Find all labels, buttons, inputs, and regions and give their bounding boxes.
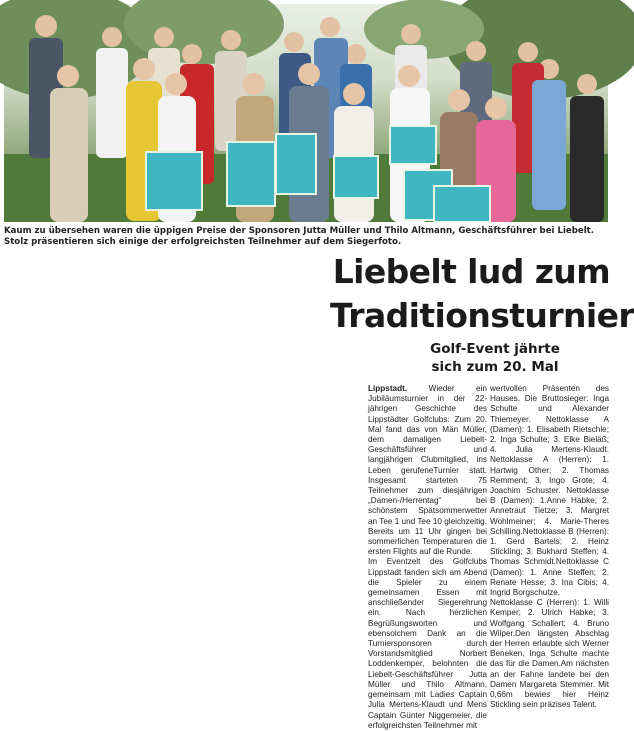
headline-line-1: Liebelt lud zum	[332, 252, 610, 291]
subheadline-line-1: Golf-Event jährte	[430, 341, 560, 357]
article-paragraph: Im Eventzelt des Golfclubs Lippstadt fanden sich am Abend die Spieler zu einem gemeinsamen Essen mit anschließender Siegerehrung ein. Nach herzlichen Begrüßungsworten und ebensolchem Dank an die Turniersponsoren durch Vorstandsmitglied Norbert Loddenkemper, belohnten die Liebelt-Geschäftsführer Jutta Müller und Thilo Altmann, gemeinsam mit Ladies Captain Julia Mertens-Klaudt und Mens Captain Günter Niggemeier, die erfolgreichsten Teilnehmer mit	[368, 557, 487, 730]
subheadline	[380, 340, 610, 376]
photo-caption: Kaum zu übersehen waren die üppigen Preise der Sponsoren Jutta Müller und Thilo Altmann, Geschäftsführer bei Liebelt. Stolz präsentieren sich einige der erfolgreichsten Teilnehmer auf dem Siegerfoto.	[4, 226, 595, 247]
group-photo-illustration	[4, 4, 608, 222]
headline-line-2: Traditionsturnier	[330, 296, 634, 335]
subheadline-line-2: sich zum 20. Mal	[431, 359, 559, 375]
headline	[330, 250, 634, 338]
article-column-1	[368, 384, 487, 731]
article-paragraph: wertvollen Präsenten des Hauses. Die Bruttosieger: Inga Schulte und Alexander Thiemeyer. Nettoklasse A (Damen): 1. Elisabeth Rietschle; 2. Inga Schulte; 3. Elke Bieläß; 4. Julia Mertens-Klaudt. Nettoklasse A (Herren): 1. Hartwig Other; 2. Thomas Remment; 3. Ingo Grote; 4. Joachim Schuster. Nettoklasse B (Damen): 1.Anne Habke; 2. Annetraut Tietze; 3. Margret Wohlmeiner; 4. Marie-Theres Schilling.Nettoklasse B (Herren): 1. Gerd Bartels; 2. Heinz Stickling; 3. Bukhard Steffen; 4. Thomas Schmidt.Nettoklasse C (Damen): 1. Anne Steffen; 2. Renate Hesse; 3. Ina Cibis; 4. Ingrid Borgschulze.	[490, 384, 609, 598]
article-paragraph: Nettoklasse C (Herren): 1. Willi Kemper; 2. Ulrich Habke; 3. Wolfgang Schallert; 4. Bruno Wilper.Den längsten Abschlag der Herren erlaubte sich Werner Beneken, Inga Schulte machte das für die Damen.Am nächsten an der Fahne landete bei den Damen Margareta Stemmer. Mit 0,66m bewies hier Heinz Stickling sein präzises Talent.	[490, 598, 609, 710]
paragraph-text: Wieder ein Jubiläumsturnier in der 22-jährigen Geschichte des Lippstädter Golfclubs: Zum 20. Mal fand das von Män Müller, dem damaligen Liebelt-Geschäftsführer und langjährigen Clubmitglied, ins Leben gerufeneTurnier statt. Insgesamt starteten 75 Teilnehmer zum diesjährigen „Damen-/Herrentag“ bei schönstem Spätsommerwetter an Tee 1 und Tee 10 gleichzeitig. Bereits um 11 Uhr gingen bei sommerlichen Temperaturen die ersten Flights auf die Runde.	[368, 384, 487, 557]
article-paragraph	[368, 384, 487, 557]
group-photo	[4, 4, 608, 222]
article-column-2	[490, 384, 609, 711]
dateline: Lippstadt.	[368, 384, 408, 393]
